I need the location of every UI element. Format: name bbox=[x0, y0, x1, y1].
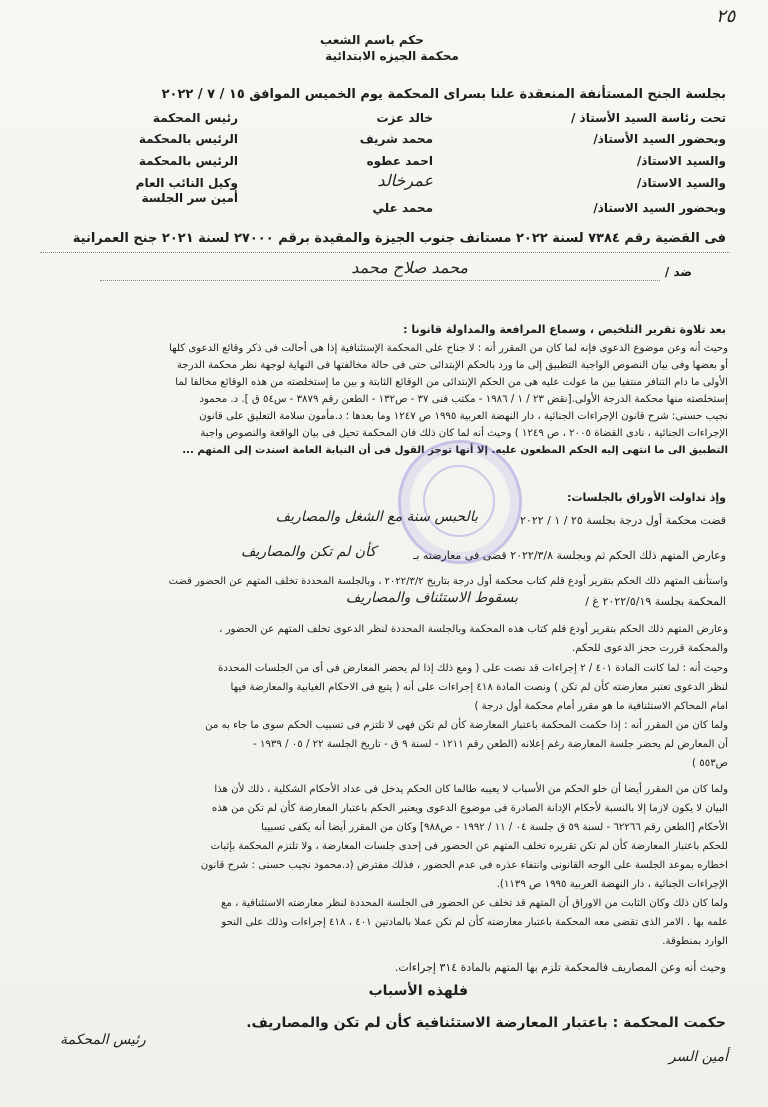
text-line: أن المعارض لم يحضر جلسة المعارضة رغم إعلانه (الطعن رقم ١٢١١ - لسنة ٩ ق - تاريخ الجلسة ٢٢ / ٠٥ / ١٩٣٩ - bbox=[253, 739, 728, 750]
handwritten-verdict: كأن لم تكن والمصاريف bbox=[241, 544, 376, 560]
section-title: وإذ تداولت الأوراق بالجلسات: bbox=[567, 491, 726, 504]
text-line: الأولى ما دام التنافر منتفيا بين ما عولت عليه هى من الحكم الإبتدائى من الوقائع الثابتة و بين ما إستخلصته من هذه الوقائع مخالفا لما bbox=[175, 377, 728, 388]
handwritten-verdict: بسقوط الاستئناف والمصاريف bbox=[345, 590, 518, 606]
panel-name: محمد شريف bbox=[359, 132, 433, 146]
text-line: ولما كان ذلك وكان الثابت من الاوراق أن المتهم قد تخلف عن الحضور فى الجلسة المحددة لنظر معارضته الاستئنافية ، مع bbox=[220, 898, 728, 909]
text-line: والمحكمة قررت حجز الدعوى للحكم. bbox=[571, 643, 728, 654]
text-line: الأحكام [الطعن رقم ٦٢٢٦٦ - لسنة ٥٩ ق جلسة ٠٤ / ١١ / ١٩٩٢ - ص٩٨٨] وكان من المقرر أيضا أنه يكفى تسبيبا bbox=[261, 822, 728, 833]
panel-role: رئيس المحكمة bbox=[152, 111, 238, 125]
opposition-line: وعارض المتهم ذلك الحكم ثم وبجلسة ٢٠٢٢/٣/٨ قضى فى معارضته بـ bbox=[413, 549, 726, 562]
text-line: اخطاره بموعد الجلسة على الوجه القانونى وانتفاء عذره فى عدم الحضور ، فذلك مفترض (د.محمود نجيب حسنى : شرح قانون bbox=[200, 860, 728, 871]
panel-name: محمد علي bbox=[372, 201, 433, 215]
panel-role: وكيل النائب العام bbox=[135, 176, 238, 190]
text-line: وعارض المتهم ذلك الحكم بتقرير أودع قلم كتاب هذه المحكمة وبالجلسة المحددة لنظر الدعوى تخلف المتهم عن الحضور ، bbox=[219, 624, 728, 635]
text-line: نجيب حسنى: شرح قانون الإجراءات الجنائية ، دار النهضة العربية ١٩٩٥ ص ١٢٤٧ وما بعدها ؛ د.مأمون سلامة التعليق على قانون bbox=[199, 411, 728, 422]
text-line: ص٥٥٣ ) bbox=[692, 758, 728, 769]
text-line: وحيث أنه : لما كانت المادة ٤٠١ / ٢ إجراءات قد نصت على ( ومع ذلك إذا لم يحضر المعارض فى أى من الجلسات المحددة bbox=[218, 663, 728, 674]
text-line: وحيث أنه وعن موضوع الدعوى فإنه لما كان من المقرر أنه : لا جناح على المحكمة الإستئنافية إذا هى أحالت فى ذكر وقائع الدعوى كلها bbox=[169, 343, 728, 354]
text-line: البيان لا يكون لازما إلا بالنسبة لأحكام الإدانة الصادرة فى موضوع الدعوى ويعتبر الحكم باعتبار المعارضة كأن لم تكن من هذه bbox=[211, 803, 728, 814]
costs-line: وحيث أنه وعن المصاريف فالمحكمة تلزم بها المتهم بالمادة ٣١٤ إجراءات. bbox=[394, 961, 726, 974]
section-title: بعد تلاوة تقرير التلخيص ، وسماع المرافعة والمداولة قانونا : bbox=[403, 323, 726, 336]
underline bbox=[100, 280, 660, 281]
panel-prefix: والسيد الاستاذ/ bbox=[636, 176, 726, 190]
header-title: حكم باسم الشعب bbox=[320, 33, 424, 47]
text-line: لنظر الدعوى تعتبر معارضته كأن لم تكن ) ونصت المادة ٤١٨ إجراءات على أنه ( يتبع فى الاحكام الغيابية والمعارضة فيها bbox=[230, 682, 728, 693]
handwritten-verdict: بالحبس سنة مع الشغل والمصاريف bbox=[275, 509, 478, 525]
panel-name: عمرخالد bbox=[377, 171, 433, 190]
reasons-title: فلهذه الأسباب bbox=[368, 983, 468, 999]
against-label: ضد / bbox=[664, 265, 692, 279]
panel-prefix: تحت رئاسة السيد الأستاذ / bbox=[570, 111, 726, 125]
verdict-line: حكمت المحكمة : باعتبار المعارضة الاستئنافية كأن لم تكن والمصاريف. bbox=[246, 1015, 726, 1031]
text-line: امام المحاكم الاستئنافية ما هو مقرر أمام محكمة أول درجة ) bbox=[474, 701, 728, 712]
court-seal-stamp bbox=[398, 440, 522, 564]
panel-role: أمين سر الجلسة bbox=[141, 191, 238, 205]
text-line: علمه بها . الامر الذى تقضى معه المحكمة باعتبار معارضته كأن لم تكن عملا بالمادتين ٤٠١ ، ٤١٨ إجراءات وذلك على النحو bbox=[221, 917, 728, 928]
text-line: التطبيق الى ما انتهى إليه الحكم المطعون عليه. إلا أنها توجز القول فى أن النيابة العامة اسندت إلى المتهم ... bbox=[182, 445, 728, 456]
panel-prefix: وبحضور السيد الاستاذ/ bbox=[593, 201, 726, 215]
panel-prefix: وبحضور السيد الأستاذ/ bbox=[593, 132, 726, 146]
text-line: إستخلصته منها محكمة الدرجة الأولى.[نقض ٢٣ / ١ / ١٩٨٦ - مكتب فنى ٣٧ - ص١٣٢ - الطعن رقم ٣٨٧٩ - س٥٤ ق ]. د. محمود bbox=[199, 394, 728, 405]
panel-name: خالد عزت bbox=[376, 111, 433, 125]
panel-role: الرئيس بالمحكمة bbox=[138, 132, 238, 146]
defendant-name: محمد صلاح محمد bbox=[351, 258, 468, 277]
case-line: فى القضية رقم ٧٣٨٤ لسنة ٢٠٢٢ مستانف جنوب الجيزة والمقيدة برقم ٢٧٠٠٠ لسنة ٢٠٢١ جنح العمرانية bbox=[72, 231, 726, 246]
session-line: بجلسة الجنح المستأنفة المنعقدة علنا بسراى المحكمة يوم الخميس الموافق ١٥ / ٧ / ٢٠٢٢ bbox=[161, 87, 726, 102]
text-line: أو بعضها وفى بيان النصوص الواجبة التطبيق إلى ما ورد بالحكم الإبتدائى حتى فى حالة مخالفتها فى النهاية لوجهة نظر محكمة الدرجة bbox=[176, 360, 728, 371]
appeal-date-line: المحكمة بجلسة ٢٠٢٢/٥/١٩ غ / bbox=[585, 595, 726, 608]
text-line: ولما كان من المقرر أنه : إذا حكمت المحكمة باعتبار المعارضة كأن لم تكن فهى لا تلتزم فى تسبيب الحكم سوى ما جاء به من bbox=[205, 720, 728, 731]
first-instance-line: قضت محكمة أول درجة بجلسة ٢٥ / ١ / ٢٠٢٢ bbox=[520, 514, 726, 527]
text-line: للحكم باعتبار المعارضة كأن لم تكن تقريره تخلف المتهم عن الحضور فى إحدى جلسات المعارضة ، ولا تلتزم المحكمة بإثبات bbox=[210, 841, 728, 852]
appeal-line: واستأنف المتهم ذلك الحكم بتقرير أودع قلم كتاب محكمة أول درجة بتاريخ ٢٠٢٢/٣/٢ ، وبالجلسة المحددة تخلف المتهم عن الحضور قضت bbox=[168, 576, 728, 587]
text-line: ولما كان من المقرر أيضا أن خلو الحكم من الأسباب لا يعيبه طالما كان الحكم يدخل فى عداد الأحكام الشكلية ، ذلك لأن هذا bbox=[214, 784, 728, 795]
page-number: ٢٥ bbox=[716, 6, 736, 27]
panel-name: احمد عطوه bbox=[366, 154, 433, 168]
text-line: الإجراءات الجنائية ، نادى القضاة ٢٠٠٥ ، ص ١٢٤٩ ) وحيث أنه لما كان ذلك فان المحكمة تحيل فى بيان الواقعة والنصوص واجبة bbox=[200, 428, 728, 439]
panel-role: الرئيس بالمحكمة bbox=[138, 154, 238, 168]
divider bbox=[40, 252, 730, 253]
text-line: الوارد بمنطوقة. bbox=[662, 936, 728, 947]
secretary-signature: أمين السر bbox=[668, 1049, 728, 1065]
court-name: محكمة الجيزه الابتدائية bbox=[325, 49, 459, 63]
panel-prefix: والسيد الاستاذ/ bbox=[636, 154, 726, 168]
president-signature: رئيس المحكمة bbox=[60, 1032, 146, 1048]
text-line: الإجراءات الجنائية ، دار النهضة العربية ١٩٩٥ ص ١١٣٩). bbox=[496, 879, 728, 890]
